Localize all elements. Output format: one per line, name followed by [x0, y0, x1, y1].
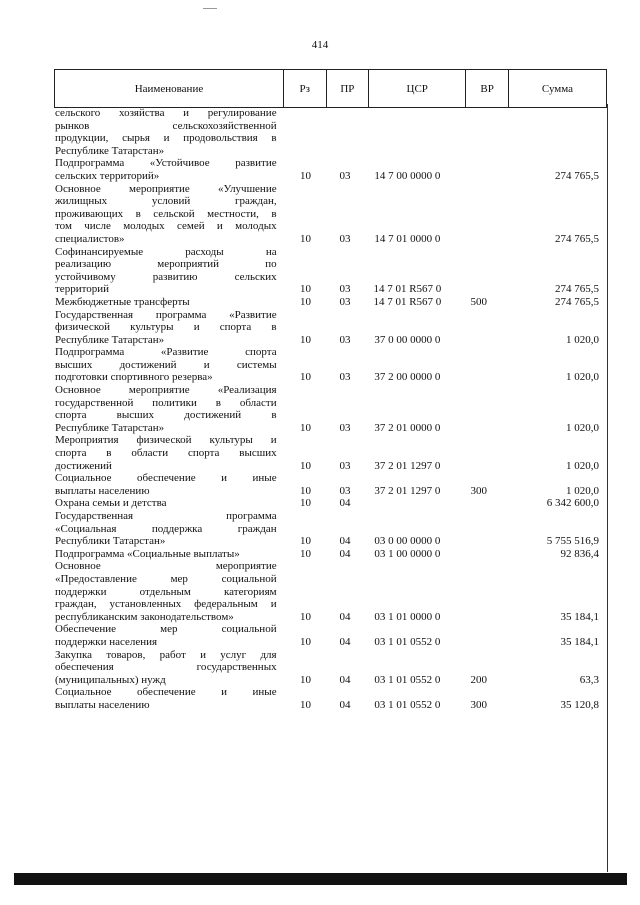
row-pr: 03 — [339, 283, 351, 296]
row-sum: 6 342 600,0 — [546, 497, 599, 510]
row-rz: 10 — [300, 497, 312, 510]
page-number: 414 — [311, 39, 329, 51]
row-name-line: спорта высших достижений в — [55, 409, 277, 422]
row-rz: 10 — [300, 673, 312, 686]
table-row — [54, 434, 607, 472]
row-name-line: государственной политики в области — [55, 396, 277, 409]
row-name-line: выплаты населению — [55, 484, 150, 497]
row-name-line: территорий — [55, 283, 110, 296]
row-name-line: Межбюджетные трансферты — [55, 295, 190, 308]
row-name-line: Государственная программа «Развитие — [55, 308, 277, 321]
row-sum: 274 765,5 — [555, 283, 599, 296]
row-name-line: Социальное обеспечение и иные — [55, 686, 277, 699]
row-rz: 10 — [300, 547, 312, 560]
row-name — [54, 649, 277, 687]
row-sum: 274 765,5 — [555, 169, 599, 182]
row-pr: 04 — [339, 497, 351, 510]
table-row — [54, 107, 607, 157]
row-rz: 10 — [300, 535, 312, 548]
row-name-line: Подпрограмма «Развитие спорта — [55, 346, 277, 359]
row-name — [54, 107, 277, 157]
row-csr: 03 1 01 0552 0 — [374, 673, 441, 686]
column-header-rz: Рз — [284, 70, 327, 107]
row-name-line: достижений — [55, 459, 112, 472]
row-name-line: специалистов» — [55, 232, 125, 245]
row-name-line: граждан, установленных федеральным и — [55, 598, 277, 611]
row-csr: 37 2 01 1297 0 — [374, 459, 441, 472]
row-sum: 1 020,0 — [566, 371, 599, 384]
row-name-line: продукции, сырья и продовольствия в — [55, 132, 277, 145]
right-border-line — [607, 104, 608, 872]
row-csr: 14 7 01 0000 0 — [374, 232, 441, 245]
column-header-name: Наименование — [55, 70, 284, 107]
row-csr: 03 0 00 0000 0 — [374, 535, 441, 548]
row-pr: 03 — [339, 459, 351, 472]
row-name — [54, 346, 277, 384]
row-vr: 500 — [470, 295, 487, 308]
column-header-csr: ЦСР — [369, 70, 466, 107]
table-row — [54, 346, 607, 384]
row-pr: 03 — [339, 421, 351, 434]
row-sum: 35 184,1 — [560, 635, 599, 648]
row-pr: 04 — [339, 673, 351, 686]
scan-mark — [203, 8, 217, 9]
row-rz: 10 — [300, 295, 312, 308]
table-row — [54, 384, 607, 434]
row-sum: 1 020,0 — [566, 333, 599, 346]
table-row — [54, 623, 607, 648]
row-name — [54, 560, 277, 623]
row-vr: 300 — [470, 698, 487, 711]
row-sum: 274 765,5 — [555, 295, 599, 308]
row-name-line: обеспечения государственных — [55, 661, 277, 674]
row-rz: 10 — [300, 283, 312, 296]
row-name — [54, 384, 277, 434]
row-name-line: республиканским законодательством» — [55, 610, 234, 623]
row-name-line: физической культуры и спорта в — [55, 321, 277, 334]
table-body — [54, 107, 607, 712]
row-name — [54, 246, 277, 296]
row-name-line: Социальное обеспечение и иные — [55, 472, 277, 485]
row-rz: 10 — [300, 421, 312, 434]
table-row — [54, 686, 607, 711]
row-name-line: проживающих в сельской местности, в — [55, 207, 277, 220]
row-name-line: том числе молодых семей и молодых — [55, 220, 277, 233]
row-vr: 300 — [470, 484, 487, 497]
row-pr: 04 — [339, 635, 351, 648]
row-name-line: Софинансируемые расходы на — [55, 245, 277, 258]
row-name-line: Республике Татарстан» — [55, 333, 165, 346]
row-name-line: Основное мероприятие «Улучшение — [55, 182, 277, 195]
column-header-sum: Сумма — [541, 82, 574, 95]
row-name-line: Обеспечение мер социальной — [55, 623, 277, 636]
row-rz: 10 — [300, 635, 312, 648]
table-row — [54, 309, 607, 347]
row-sum: 1 020,0 — [566, 484, 599, 497]
row-name — [54, 434, 277, 472]
row-csr: 14 7 01 R567 0 — [373, 295, 442, 308]
row-name-line: реализацию мероприятий по — [55, 258, 277, 271]
table-row — [54, 649, 607, 687]
row-name — [54, 623, 277, 648]
row-rz: 10 — [300, 610, 312, 623]
row-csr: 37 2 01 1297 0 — [374, 484, 441, 497]
row-csr: 03 1 01 0552 0 — [374, 698, 441, 711]
row-name-line: сельских территорий» — [55, 169, 160, 182]
row-sum: 35 120,8 — [560, 698, 599, 711]
row-name-line: «Предоставление мер социальной — [55, 572, 277, 585]
row-vr: 200 — [470, 673, 487, 686]
row-name — [54, 309, 277, 347]
row-sum: 5 755 516,9 — [546, 535, 599, 548]
row-pr: 03 — [339, 169, 351, 182]
row-name — [54, 157, 277, 182]
table-row — [54, 510, 607, 548]
row-name-line: жилищных условий граждан, — [55, 195, 277, 208]
row-rz: 10 — [300, 698, 312, 711]
table-row — [54, 183, 607, 246]
column-header-pr: ПР — [327, 70, 370, 107]
table-row — [54, 157, 607, 182]
row-csr: 14 7 00 0000 0 — [374, 169, 441, 182]
row-sum: 274 765,5 — [555, 232, 599, 245]
row-name-line: Основное мероприятие — [55, 560, 277, 573]
row-pr: 04 — [339, 547, 351, 560]
row-sum: 1 020,0 — [566, 459, 599, 472]
row-name-line: «Социальная поддержка граждан — [55, 522, 277, 535]
row-pr: 03 — [339, 232, 351, 245]
row-name-line: Основное мероприятие «Реализация — [55, 384, 277, 397]
row-name-line: устойчивому развитию сельских — [55, 270, 277, 283]
row-name-line: Республике Татарстан» — [55, 144, 165, 157]
row-sum: 92 836,4 — [560, 547, 599, 560]
row-name-line: Подпрограмма «Устойчивое развитие — [55, 157, 277, 170]
row-name — [54, 510, 277, 548]
row-name-line: выплаты населению — [55, 698, 150, 711]
row-csr: 03 1 01 0552 0 — [374, 635, 441, 648]
row-sum: 1 020,0 — [566, 421, 599, 434]
row-name-line: подготовки спортивного резерва» — [55, 371, 213, 384]
table-row — [54, 296, 607, 309]
row-name — [54, 472, 277, 497]
row-name-line: Закупка товаров, работ и услуг для — [55, 648, 277, 661]
column-header-vr: ВР — [466, 70, 509, 107]
row-name-line: сельского хозяйства и регулирование — [55, 107, 277, 119]
table-row — [54, 560, 607, 623]
row-rz: 10 — [300, 371, 312, 384]
row-name — [54, 686, 277, 711]
row-csr: 03 1 01 0000 0 — [374, 610, 441, 623]
row-name — [54, 548, 277, 561]
row-pr: 03 — [339, 333, 351, 346]
row-rz: 10 — [300, 333, 312, 346]
row-pr: 04 — [339, 698, 351, 711]
row-name-line: поддержки отдельным категориям — [55, 585, 277, 598]
row-csr: 37 0 00 0000 0 — [374, 333, 441, 346]
table-row — [54, 548, 607, 561]
row-name-line: рынков сельскохозяйственной — [55, 119, 277, 132]
row-name-line: Республике Татарстан» — [55, 421, 165, 434]
row-name-line: поддержки населения — [55, 635, 158, 648]
row-csr: 14 7 01 R567 0 — [373, 283, 442, 296]
row-pr: 03 — [339, 371, 351, 384]
row-csr: 37 2 00 0000 0 — [374, 371, 441, 384]
table-row — [54, 497, 607, 510]
scan-bottom-edge — [14, 873, 627, 885]
row-pr: 03 — [339, 295, 351, 308]
row-name-line: Мероприятия физической культуры и — [55, 434, 277, 447]
row-rz: 10 — [300, 484, 312, 497]
row-name — [54, 183, 277, 246]
row-rz: 10 — [300, 459, 312, 472]
row-name-line: Государственная программа — [55, 510, 277, 522]
row-rz: 10 — [300, 169, 312, 182]
row-sum: 63,3 — [579, 673, 599, 686]
row-pr: 04 — [339, 610, 351, 623]
row-name-line: высших достижений и системы — [55, 358, 277, 371]
row-pr: 04 — [339, 535, 351, 548]
row-name-line: (муниципальных) нужд — [55, 673, 166, 686]
row-pr: 03 — [339, 484, 351, 497]
row-name-line: Республики Татарстан» — [55, 535, 166, 548]
row-sum: 35 184,1 — [560, 610, 599, 623]
row-name — [54, 296, 277, 309]
table-header — [54, 69, 607, 108]
row-csr: 03 1 00 0000 0 — [374, 547, 441, 560]
row-rz: 10 — [300, 232, 312, 245]
row-name-line: Охрана семьи и детства — [55, 497, 167, 510]
row-name-line: Подпрограмма «Социальные выплаты» — [55, 547, 240, 560]
row-name-line: спорта в области спорта высших — [55, 447, 277, 460]
row-name — [54, 497, 277, 510]
row-csr: 37 2 01 0000 0 — [374, 421, 441, 434]
table-row — [54, 472, 607, 497]
table-row — [54, 246, 607, 296]
